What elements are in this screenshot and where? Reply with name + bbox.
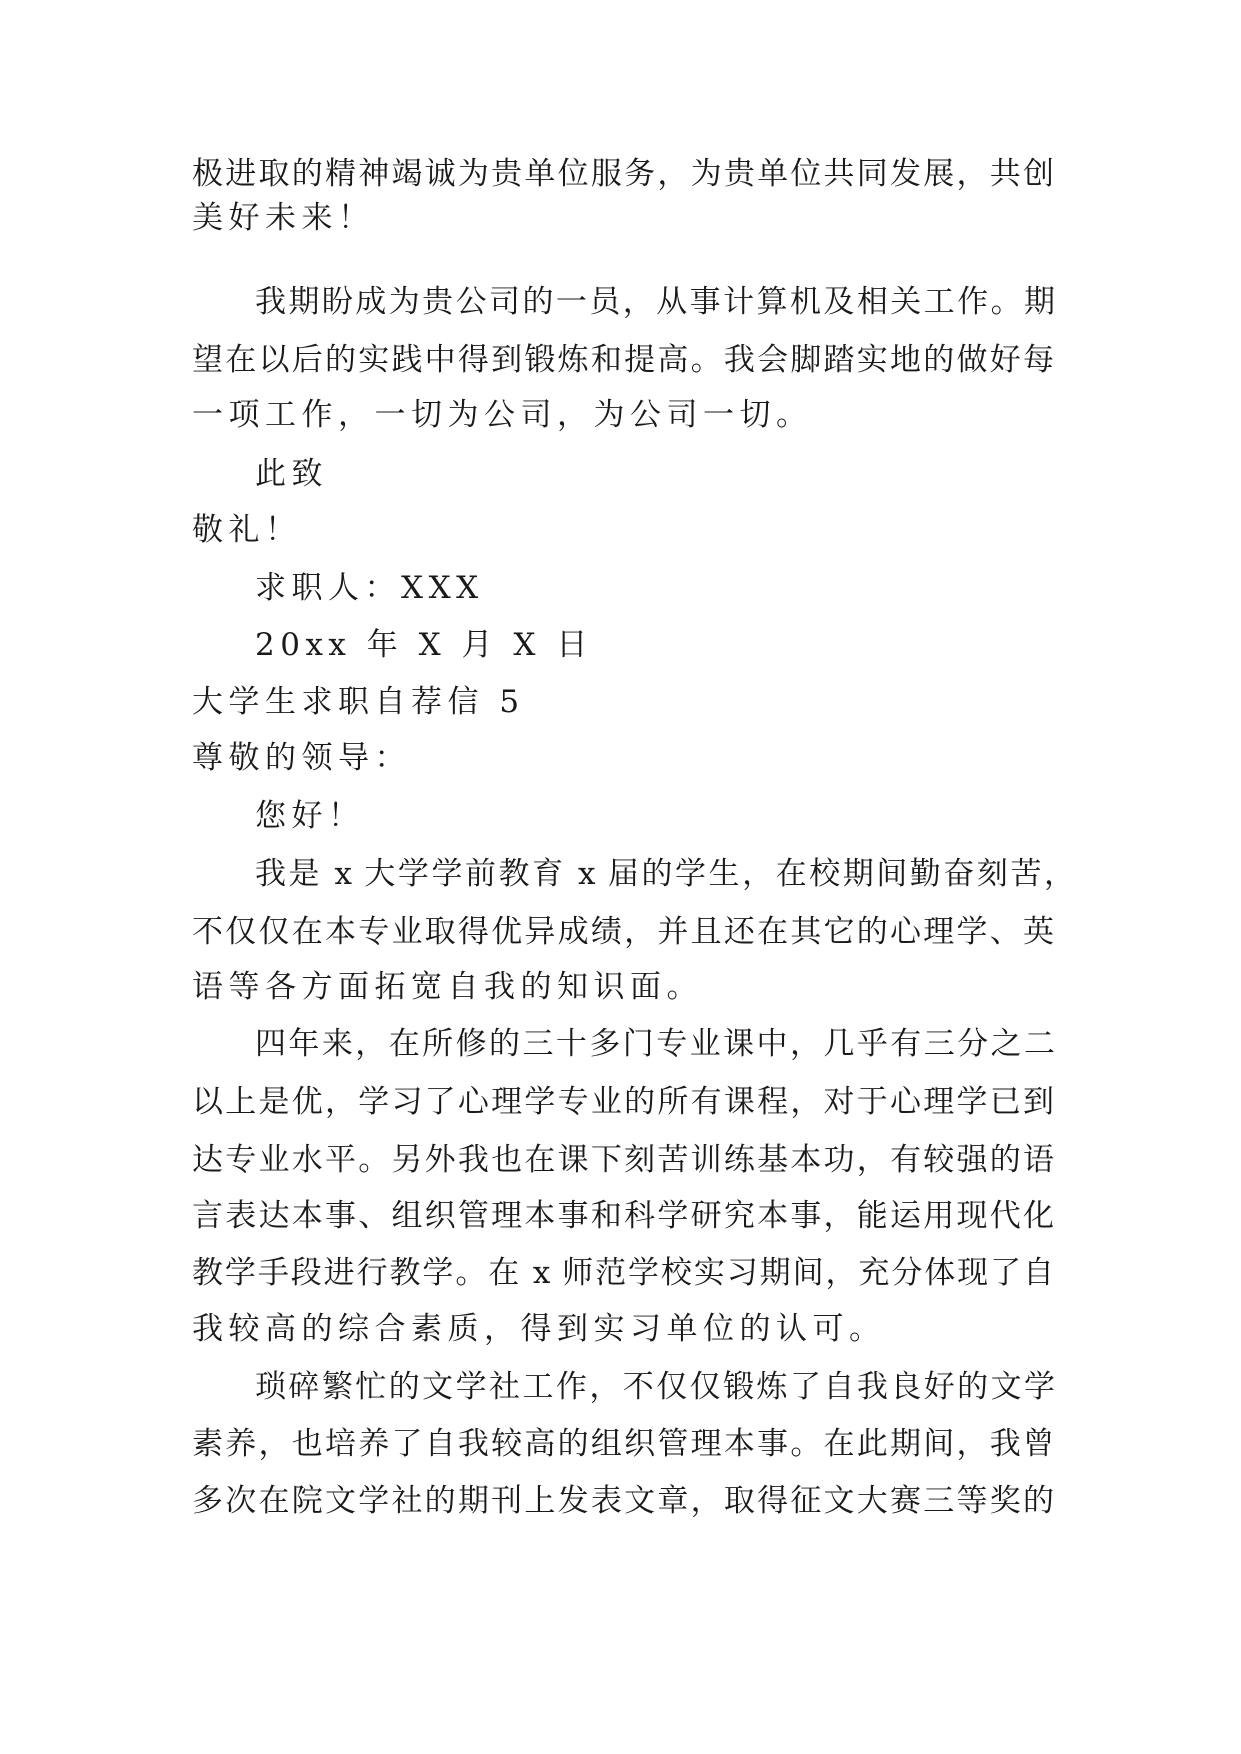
text-line: 不仅仅在本专业取得优异成绩，并且还在其它的心理学、英 [192, 914, 1054, 950]
text-line: 教学手段进行教学。在 x 师范学校实习期间，充分体现了自 [192, 1255, 1054, 1291]
text-line: 美好未来！ [192, 200, 375, 236]
closing-regards: 敬礼！ [192, 512, 302, 548]
greeting: 您好！ [255, 798, 365, 834]
text-line: 语等各方面拓宽自我的知识面。 [192, 969, 703, 1005]
closing-salutation: 此致 [255, 456, 328, 492]
text-line: 我是 x 大学学前教育 x 届的学生，在校期间勤奋刻苦， [255, 856, 1075, 892]
text-line: 琐碎繁忙的文学社工作，不仅仅锻炼了自我良好的文学 [255, 1369, 1055, 1405]
text-line: 极进取的精神竭诚为贵单位服务，为贵单位共同发展，共创 [192, 156, 1054, 192]
letter-date: 20xx 年 X 月 X 日 [255, 627, 593, 663]
text-line: 多次在院文学社的期刊上发表文章，取得征文大赛三等奖的 [192, 1483, 1054, 1519]
letter-salutation: 尊敬的领导： [192, 740, 411, 776]
text-line: 言表达本事、组织管理本事和科学研究本事，能运用现代化 [192, 1198, 1054, 1234]
text-line: 我较高的综合素质，得到实习单位的认可。 [192, 1311, 886, 1347]
applicant-signature: 求职人：XXX [255, 570, 484, 606]
text-line: 我期盼成为贵公司的一员，从事计算机及相关工作。期 [255, 284, 1055, 320]
text-line: 以上是优，学习了心理学专业的所有课程，对于心理学已到 [192, 1084, 1054, 1120]
text-line: 一项工作，一切为公司，为公司一切。 [192, 397, 813, 433]
section-title: 大学生求职自荐信 5 [192, 684, 525, 720]
text-line: 达专业水平。另外我也在课下刻苦训练基本功，有较强的语 [192, 1142, 1054, 1178]
text-line: 四年来，在所修的三十多门专业课中，几乎有三分之二 [255, 1026, 1055, 1062]
text-line: 素养，也培养了自我较高的组织管理本事。在此期间，我曾 [192, 1426, 1054, 1462]
text-line: 望在以后的实践中得到锻炼和提高。我会脚踏实地的做好每 [192, 342, 1054, 378]
